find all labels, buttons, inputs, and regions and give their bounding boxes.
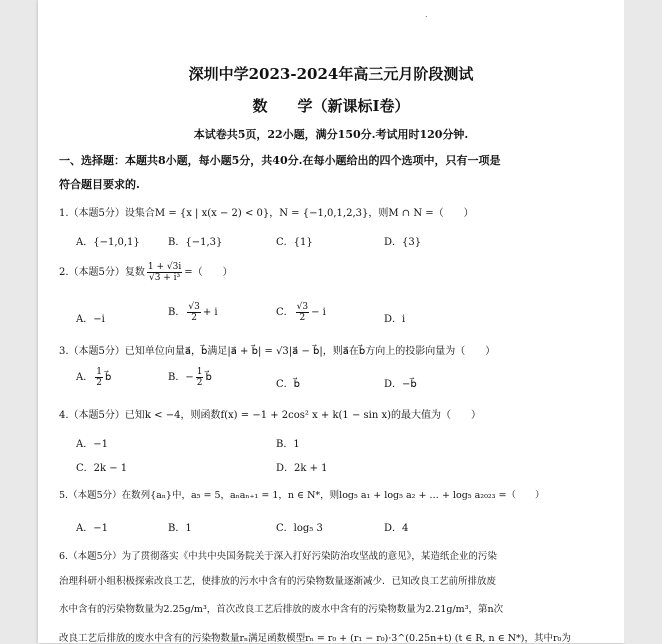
q4-option-a: A．−1 <box>76 439 108 450</box>
question-6-line2: 治理科研小组积极探索改良工艺，使排放的污水中含有的污染物数量逐渐减少．已知改良工艺前所排放废 <box>59 576 497 587</box>
q2-prefix: 2.（本题5分）复数 <box>59 267 145 278</box>
q2-suffix: =（ ） <box>184 267 233 278</box>
q3-a-num: 1 <box>96 367 102 377</box>
q1-option-c: C．{1} <box>276 237 313 248</box>
question-2 <box>59 262 233 283</box>
q1-option-d: D．{3} <box>384 237 422 248</box>
q3-a-den: 2 <box>96 378 102 388</box>
q3-option-c: C．b⃗ <box>276 379 300 390</box>
q3-b-num: 1 <box>196 367 203 377</box>
section-heading-line1: 一、选择题：本题共8小题，每小题5分，共40分.在每小题给出的四个选项中，只有一项是 <box>59 154 501 167</box>
q2-fraction <box>147 262 182 283</box>
q4-option-c: C．2k − 1 <box>76 463 128 474</box>
q5-option-b: B．1 <box>168 523 192 534</box>
question-6-line3: 水中含有的污染物数量为2.25g/m³，首次改良工艺后排放的废水中含有的污染物数量为2.21g/m³，第n次 <box>59 604 504 615</box>
q3-option-a: A． $\frac{1}{2}$ b⃗ <box>76 367 112 388</box>
question-5: 5.（本题5分）在数列{aₙ}中，a₅ = 5，aₙaₙ₊₁ = 1，n ∈ N*，则log₅ a₁ + log₅ a₂ + … + log₅ a₂₀₂₃ =（ ） <box>59 490 545 501</box>
page-mark: . <box>425 10 428 19</box>
q2-numerator: 1 + √3i <box>147 262 182 272</box>
q2-c-suffix: − i <box>311 307 326 318</box>
q3-option-d: D．−b⃗ <box>384 379 417 390</box>
question-3: 3.（本题5分）已知单位向量a⃗，b⃗满足|a⃗ + b⃗| = √3|a⃗ − b⃗|，则a⃗在b⃗方向上的投影向量为（ ） <box>59 346 496 357</box>
q2-b-suffix: + i <box>202 307 218 318</box>
q2-option-d: D．i <box>384 314 406 325</box>
question-6-line4: 改良工艺后排放的废水中含有的污染物数量rₙ满足函数模型rₙ = r₀ + (r₁ − r₀)·3^(0.25n+t) (t ∈ R, n ∈ N*)，其中r₀为 <box>59 633 571 644</box>
section-heading-line2: 符合题目要求的. <box>59 178 140 191</box>
document-page <box>38 0 624 643</box>
q2-denominator: √3 + i³ <box>148 273 181 283</box>
q2-c-den: 2 <box>299 313 306 323</box>
q5-option-c: C．log₅ 3 <box>276 523 323 534</box>
question-1: 1.（本题5分）设集合M = {x | x(x − 2) < 0}，N = {−1,0,1,2,3}，则M ∩ N =（ ） <box>59 208 474 219</box>
q3-b-vec: b⃗ <box>205 372 212 383</box>
q2-c-num: √3 <box>296 302 309 312</box>
exam-info: 本试卷共5页，22小题，满分150分.考试用时120分钟. <box>193 128 469 141</box>
exam-title: 深圳中学2023-2024年高三元月阶段测试 <box>188 65 474 83</box>
exam-subtitle: 数 学（新课标I卷） <box>252 97 410 115</box>
q2-b-den: 2 <box>191 313 197 323</box>
q3-a-vec: b⃗ <box>104 372 112 383</box>
question-6-line1: 6.（本题5分）为了贯彻落实《中共中央国务院关于深入打好污染防治攻坚战的意见》，某造纸企业的污染 <box>59 551 497 562</box>
q5-option-d: D．4 <box>384 523 409 534</box>
q3-option-b: B．− $\frac{1}{2}$ b⃗ <box>168 367 212 388</box>
q2-option-c: C． $\frac{√3}{2}$ − i <box>276 302 326 323</box>
q2-option-b: B． $\frac{√3}{2}$ + i <box>168 302 218 323</box>
q4-option-d: D．2k + 1 <box>276 463 328 474</box>
q4-option-b: B．1 <box>276 439 300 450</box>
q1-option-a: A．{−1,0,1} <box>76 237 140 248</box>
q3-b-den: 2 <box>196 378 203 388</box>
q5-option-a: A．−1 <box>76 523 108 534</box>
viewer-background <box>624 0 662 643</box>
q2-b-num: √3 <box>188 302 200 312</box>
question-4: 4.（本题5分）已知k < −4，则函数f(x) = −1 + 2cos² x + k(1 − sin x)的最大值为（ ） <box>59 410 482 421</box>
q1-option-b: B．{−1,3} <box>168 237 223 248</box>
q2-option-a: A．−i <box>76 314 105 325</box>
